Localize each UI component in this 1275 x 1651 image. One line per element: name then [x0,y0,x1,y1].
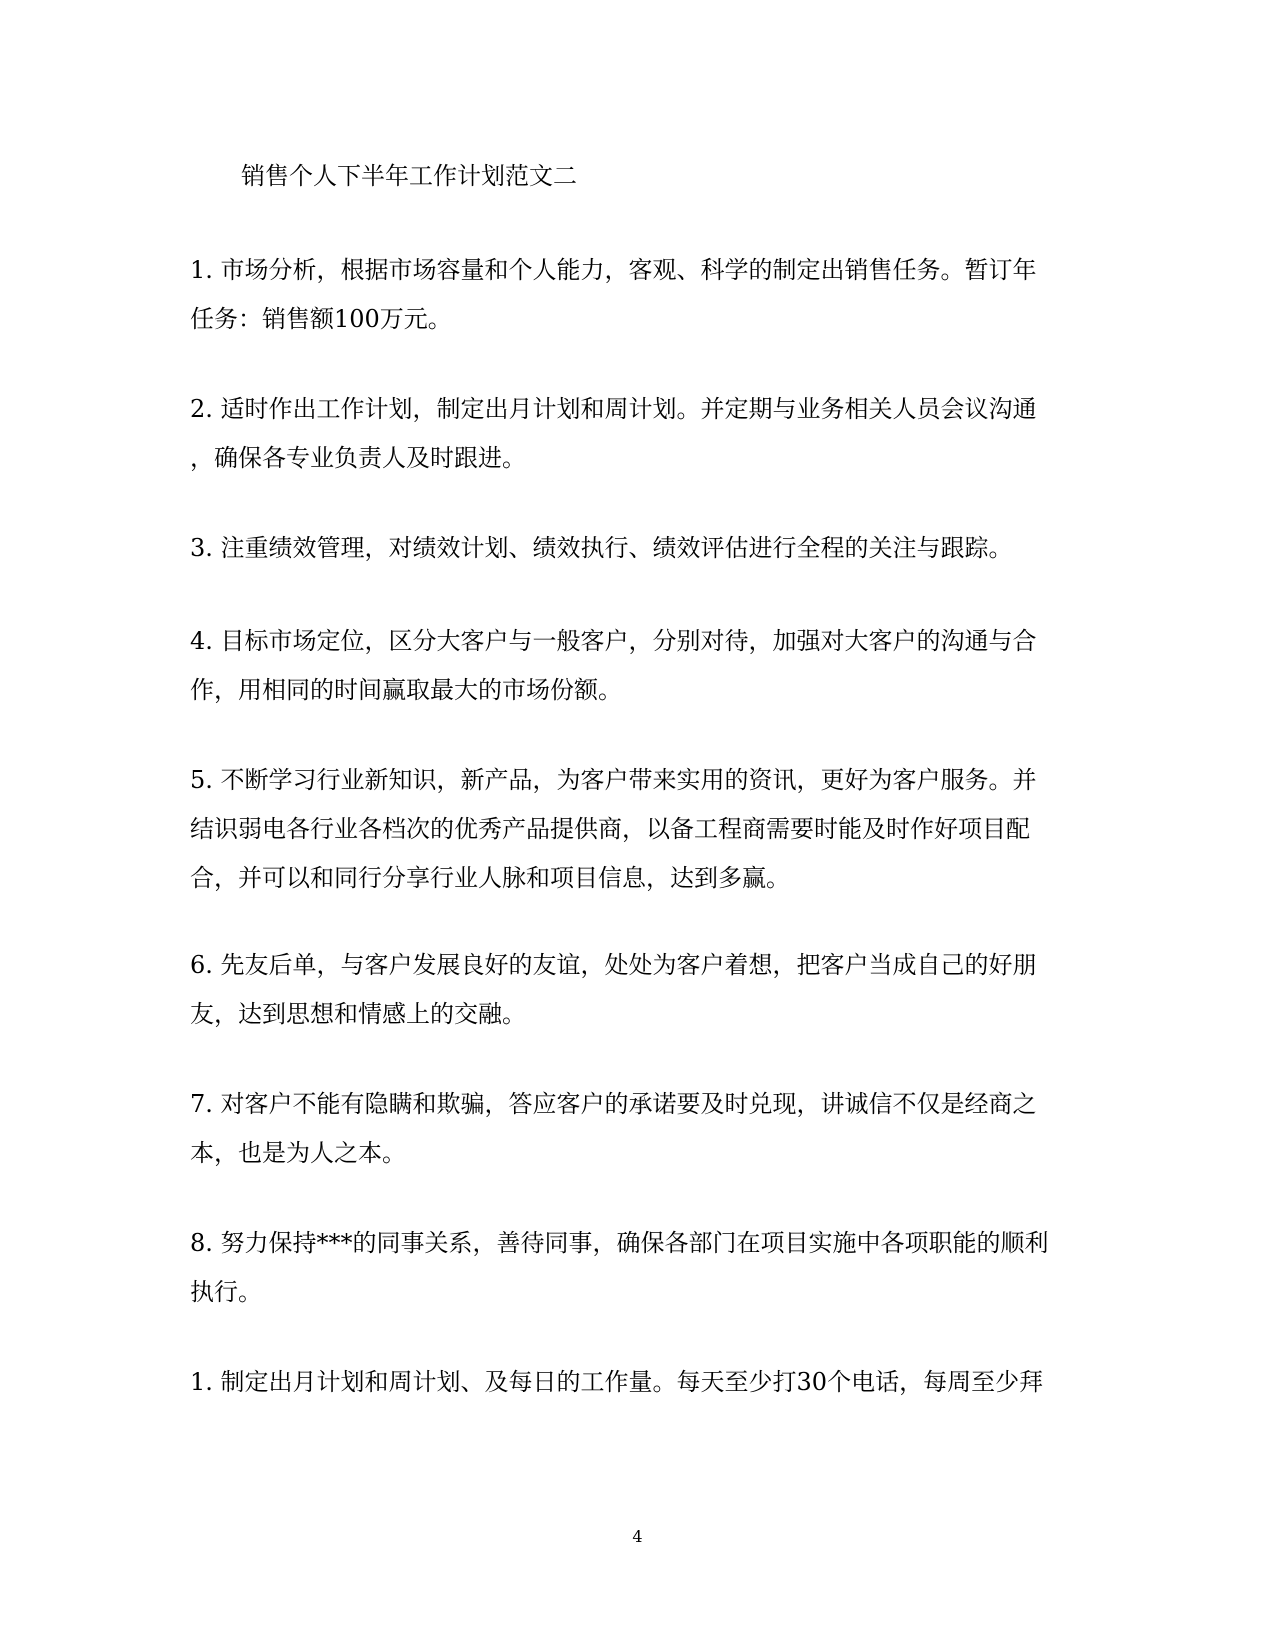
paragraph-5 [190,756,1080,903]
paragraph-line: 友，达到思想和情感上的交融。 [190,1000,526,1028]
paragraph-line: 作，用相同的时间赢取最大的市场份额。 [190,676,622,704]
paragraph-8 [190,1219,1080,1317]
paragraph-7 [190,1080,1080,1178]
paragraph-line: 8. 努力保持***的同事关系，善待同事，确保各部门在项目实施中各项职能的顺利 [190,1229,1049,1257]
paragraph-4 [190,617,1080,715]
page-number: 4 [632,1527,643,1546]
paragraph-2 [190,385,1080,483]
paragraph-line: 合，并可以和同行分享行业人脉和项目信息，达到多赢。 [190,864,790,892]
paragraph-line: ，确保各专业负责人及时跟进。 [190,444,526,472]
paragraph-line: 1. 市场分析，根据市场容量和个人能力，客观、科学的制定出销售任务。暂订年 [190,256,1037,284]
paragraph-3 [190,524,1080,573]
document-title: 销售个人下半年工作计划范文二 [241,162,577,190]
paragraph-line: 2. 适时作出工作计划，制定出月计划和周计划。并定期与业务相关人员会议沟通 [190,395,1037,423]
paragraph-line: 本，也是为人之本。 [190,1139,406,1167]
paragraph-line: 5. 不断学习行业新知识，新产品，为客户带来实用的资讯，更好为客户服务。并 [190,766,1037,794]
paragraph-line: 执行。 [190,1278,262,1306]
paragraph-line: 4. 目标市场定位，区分大客户与一般客户，分别对待，加强对大客户的沟通与合 [190,627,1037,655]
paragraph-1 [190,246,1080,344]
paragraph-9 [190,1358,1080,1407]
paragraph-line: 7. 对客户不能有隐瞒和欺骗，答应客户的承诺要及时兑现，讲诚信不仅是经商之 [190,1090,1037,1118]
paragraph-line: 3. 注重绩效管理，对绩效计划、绩效执行、绩效评估进行全程的关注与跟踪。 [190,534,1013,562]
paragraph-line: 结识弱电各行业各档次的优秀产品提供商，以备工程商需要时能及时作好项目配 [190,815,1030,843]
paragraph-6 [190,941,1080,1039]
paragraph-line: 任务：销售额100万元。 [190,305,452,333]
paragraph-line: 6. 先友后单，与客户发展良好的友谊，处处为客户着想，把客户当成自己的好朋 [190,951,1037,979]
paragraph-line: 1. 制定出月计划和周计划、及每日的工作量。每天至少打30个电话，每周至少拜 [190,1368,1044,1396]
